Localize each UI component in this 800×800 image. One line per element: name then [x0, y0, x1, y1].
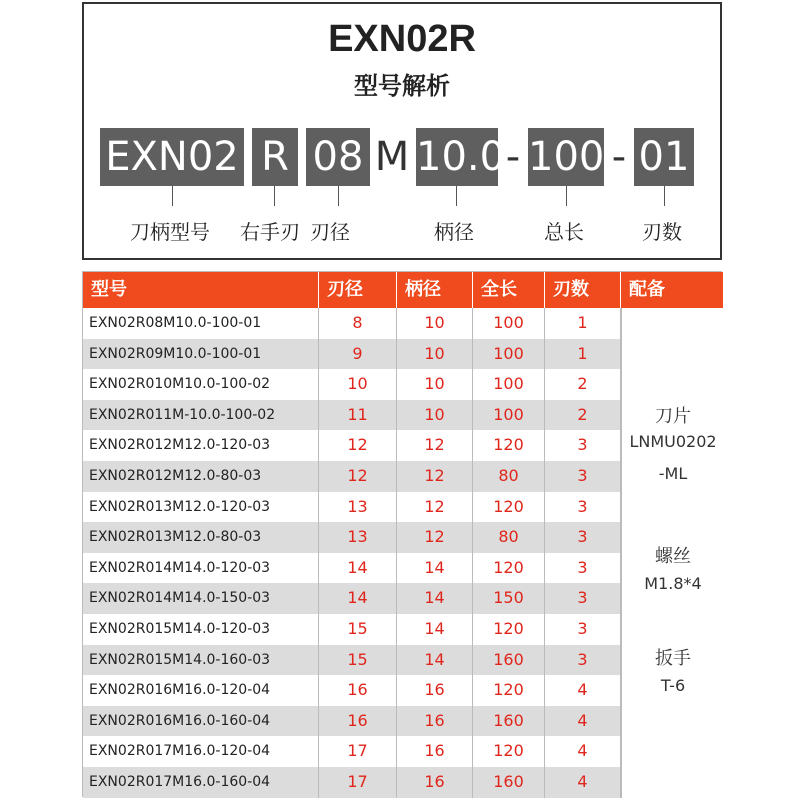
cell-model: EXN02R010M10.0-100-02 [83, 369, 319, 400]
table-row [83, 736, 621, 767]
label-hand: 右手刃 [240, 220, 300, 244]
cell-diameter: 16 [319, 675, 397, 706]
cell-flutes: 3 [545, 553, 621, 584]
cell-shank: 10 [397, 400, 473, 431]
cell-shank: 14 [397, 645, 473, 676]
cell-length: 100 [473, 369, 545, 400]
cell-diameter: 9 [319, 339, 397, 370]
header-length: 全长 [473, 272, 545, 308]
cell-model: EXN02R016M16.0-120-04 [83, 675, 319, 706]
table-row [83, 492, 621, 523]
cell-shank: 10 [397, 369, 473, 400]
cell-model: EXN02R08M10.0-100-01 [83, 308, 319, 339]
table-row [83, 369, 621, 400]
tick-hand [274, 186, 275, 206]
cell-flutes: 1 [545, 339, 621, 370]
cell-model: EXN02R015M14.0-160-03 [83, 645, 319, 676]
code-part-shank: 10.0 [416, 128, 498, 186]
cell-shank: 14 [397, 614, 473, 645]
label-shank: 柄径 [434, 220, 474, 244]
cell-shank: 12 [397, 522, 473, 553]
header-accessories: 配备 [629, 279, 665, 300]
cell-model: EXN02R017M16.0-160-04 [83, 767, 319, 798]
table-row [83, 430, 621, 461]
panel-title: EXN02R [328, 18, 476, 60]
code-part-length: 100 [528, 128, 604, 186]
table-row [83, 645, 621, 676]
cell-shank: 12 [397, 461, 473, 492]
code-part-diameter: 08 [306, 128, 370, 186]
cell-model: EXN02R012M12.0-120-03 [83, 430, 319, 461]
cell-length: 120 [473, 492, 545, 523]
cell-diameter: 12 [319, 461, 397, 492]
cell-flutes: 1 [545, 308, 621, 339]
cell-flutes: 4 [545, 706, 621, 737]
cell-length: 120 [473, 736, 545, 767]
cell-flutes: 3 [545, 522, 621, 553]
code-part-series: EXN02 [100, 128, 244, 186]
tick-length [566, 186, 567, 206]
model-breakdown-panel [82, 2, 722, 260]
cell-flutes: 3 [545, 645, 621, 676]
spec-table [82, 271, 722, 797]
cell-length: 160 [473, 645, 545, 676]
cell-diameter: 14 [319, 553, 397, 584]
cell-shank: 16 [397, 767, 473, 798]
table-row [83, 767, 621, 798]
cell-diameter: 10 [319, 369, 397, 400]
cell-diameter: 13 [319, 522, 397, 553]
label-length: 总长 [544, 220, 584, 244]
cell-diameter: 15 [319, 645, 397, 676]
cell-shank: 16 [397, 706, 473, 737]
table-row [83, 339, 621, 370]
cell-flutes: 2 [545, 400, 621, 431]
accessory-wrench-code: T-6 [660, 676, 686, 695]
cell-diameter: 8 [319, 308, 397, 339]
label-flutes: 刃数 [642, 220, 682, 244]
label-series: 刀柄型号 [130, 220, 210, 244]
tick-diameter [338, 186, 339, 206]
table-row [83, 553, 621, 584]
code-part-hand: R [252, 128, 298, 186]
label-diameter: 刃径 [310, 220, 350, 244]
cell-model: EXN02R014M14.0-120-03 [83, 553, 319, 584]
cell-length: 80 [473, 461, 545, 492]
table-row [83, 583, 621, 614]
panel-subtitle: 型号解析 [354, 72, 450, 100]
cell-flutes: 4 [545, 675, 621, 706]
table-row [83, 675, 621, 706]
cell-length: 100 [473, 339, 545, 370]
cell-flutes: 3 [545, 614, 621, 645]
cell-model: EXN02R013M12.0-80-03 [83, 522, 319, 553]
cell-length: 80 [473, 522, 545, 553]
tick-series [172, 186, 173, 206]
cell-diameter: 17 [319, 736, 397, 767]
cell-length: 100 [473, 400, 545, 431]
accessory-insert-code-suffix: -ML [658, 464, 688, 483]
header-diameter: 刃径 [319, 272, 397, 308]
cell-length: 120 [473, 430, 545, 461]
cell-flutes: 3 [545, 583, 621, 614]
cell-diameter: 13 [319, 492, 397, 523]
header-shank: 柄径 [397, 272, 473, 308]
code-sep-dash-2: - [611, 134, 627, 180]
accessories-column [621, 308, 723, 798]
header-model: 型号 [83, 272, 319, 308]
cell-shank: 10 [397, 339, 473, 370]
tick-flutes [664, 186, 665, 206]
cell-model: EXN02R015M14.0-120-03 [83, 614, 319, 645]
code-part-flutes: 01 [634, 128, 694, 186]
cell-model: EXN02R017M16.0-120-04 [83, 736, 319, 767]
code-sep-dash-1: - [505, 134, 521, 180]
cell-length: 100 [473, 308, 545, 339]
accessory-screw-code: M1.8*4 [644, 574, 702, 593]
cell-flutes: 3 [545, 430, 621, 461]
cell-diameter: 15 [319, 614, 397, 645]
accessory-screw-label: 螺丝 [655, 546, 691, 567]
cell-model: EXN02R011M-10.0-100-02 [83, 400, 319, 431]
cell-length: 160 [473, 706, 545, 737]
cell-flutes: 3 [545, 461, 621, 492]
table-row [83, 522, 621, 553]
cell-flutes: 2 [545, 369, 621, 400]
accessory-insert-code: LNMU0202 [629, 432, 717, 451]
code-sep-m: M [374, 134, 410, 180]
cell-model: EXN02R012M12.0-80-03 [83, 461, 319, 492]
cell-flutes: 4 [545, 767, 621, 798]
tick-shank [456, 186, 457, 206]
cell-shank: 16 [397, 675, 473, 706]
accessory-wrench-label: 扳手 [655, 648, 691, 669]
cell-shank: 14 [397, 553, 473, 584]
table-row [83, 461, 621, 492]
table-row [83, 706, 621, 737]
cell-diameter: 11 [319, 400, 397, 431]
cell-shank: 10 [397, 308, 473, 339]
table-header [83, 272, 723, 308]
cell-diameter: 16 [319, 706, 397, 737]
cell-diameter: 14 [319, 583, 397, 614]
cell-shank: 12 [397, 430, 473, 461]
table-row [83, 614, 621, 645]
cell-model: EXN02R013M12.0-120-03 [83, 492, 319, 523]
cell-model: EXN02R09M10.0-100-01 [83, 339, 319, 370]
accessory-insert-label: 刀片 [655, 406, 691, 427]
table-row [83, 308, 621, 339]
cell-length: 120 [473, 675, 545, 706]
cell-shank: 12 [397, 492, 473, 523]
cell-model: EXN02R016M16.0-160-04 [83, 706, 319, 737]
cell-length: 120 [473, 553, 545, 584]
cell-model: EXN02R014M14.0-150-03 [83, 583, 319, 614]
cell-shank: 16 [397, 736, 473, 767]
cell-flutes: 4 [545, 736, 621, 767]
cell-length: 150 [473, 583, 545, 614]
cell-length: 120 [473, 614, 545, 645]
cell-flutes: 3 [545, 492, 621, 523]
cell-shank: 14 [397, 583, 473, 614]
header-flutes: 刃数 [545, 272, 621, 308]
table-row [83, 400, 621, 431]
cell-diameter: 17 [319, 767, 397, 798]
cell-length: 160 [473, 767, 545, 798]
cell-diameter: 12 [319, 430, 397, 461]
